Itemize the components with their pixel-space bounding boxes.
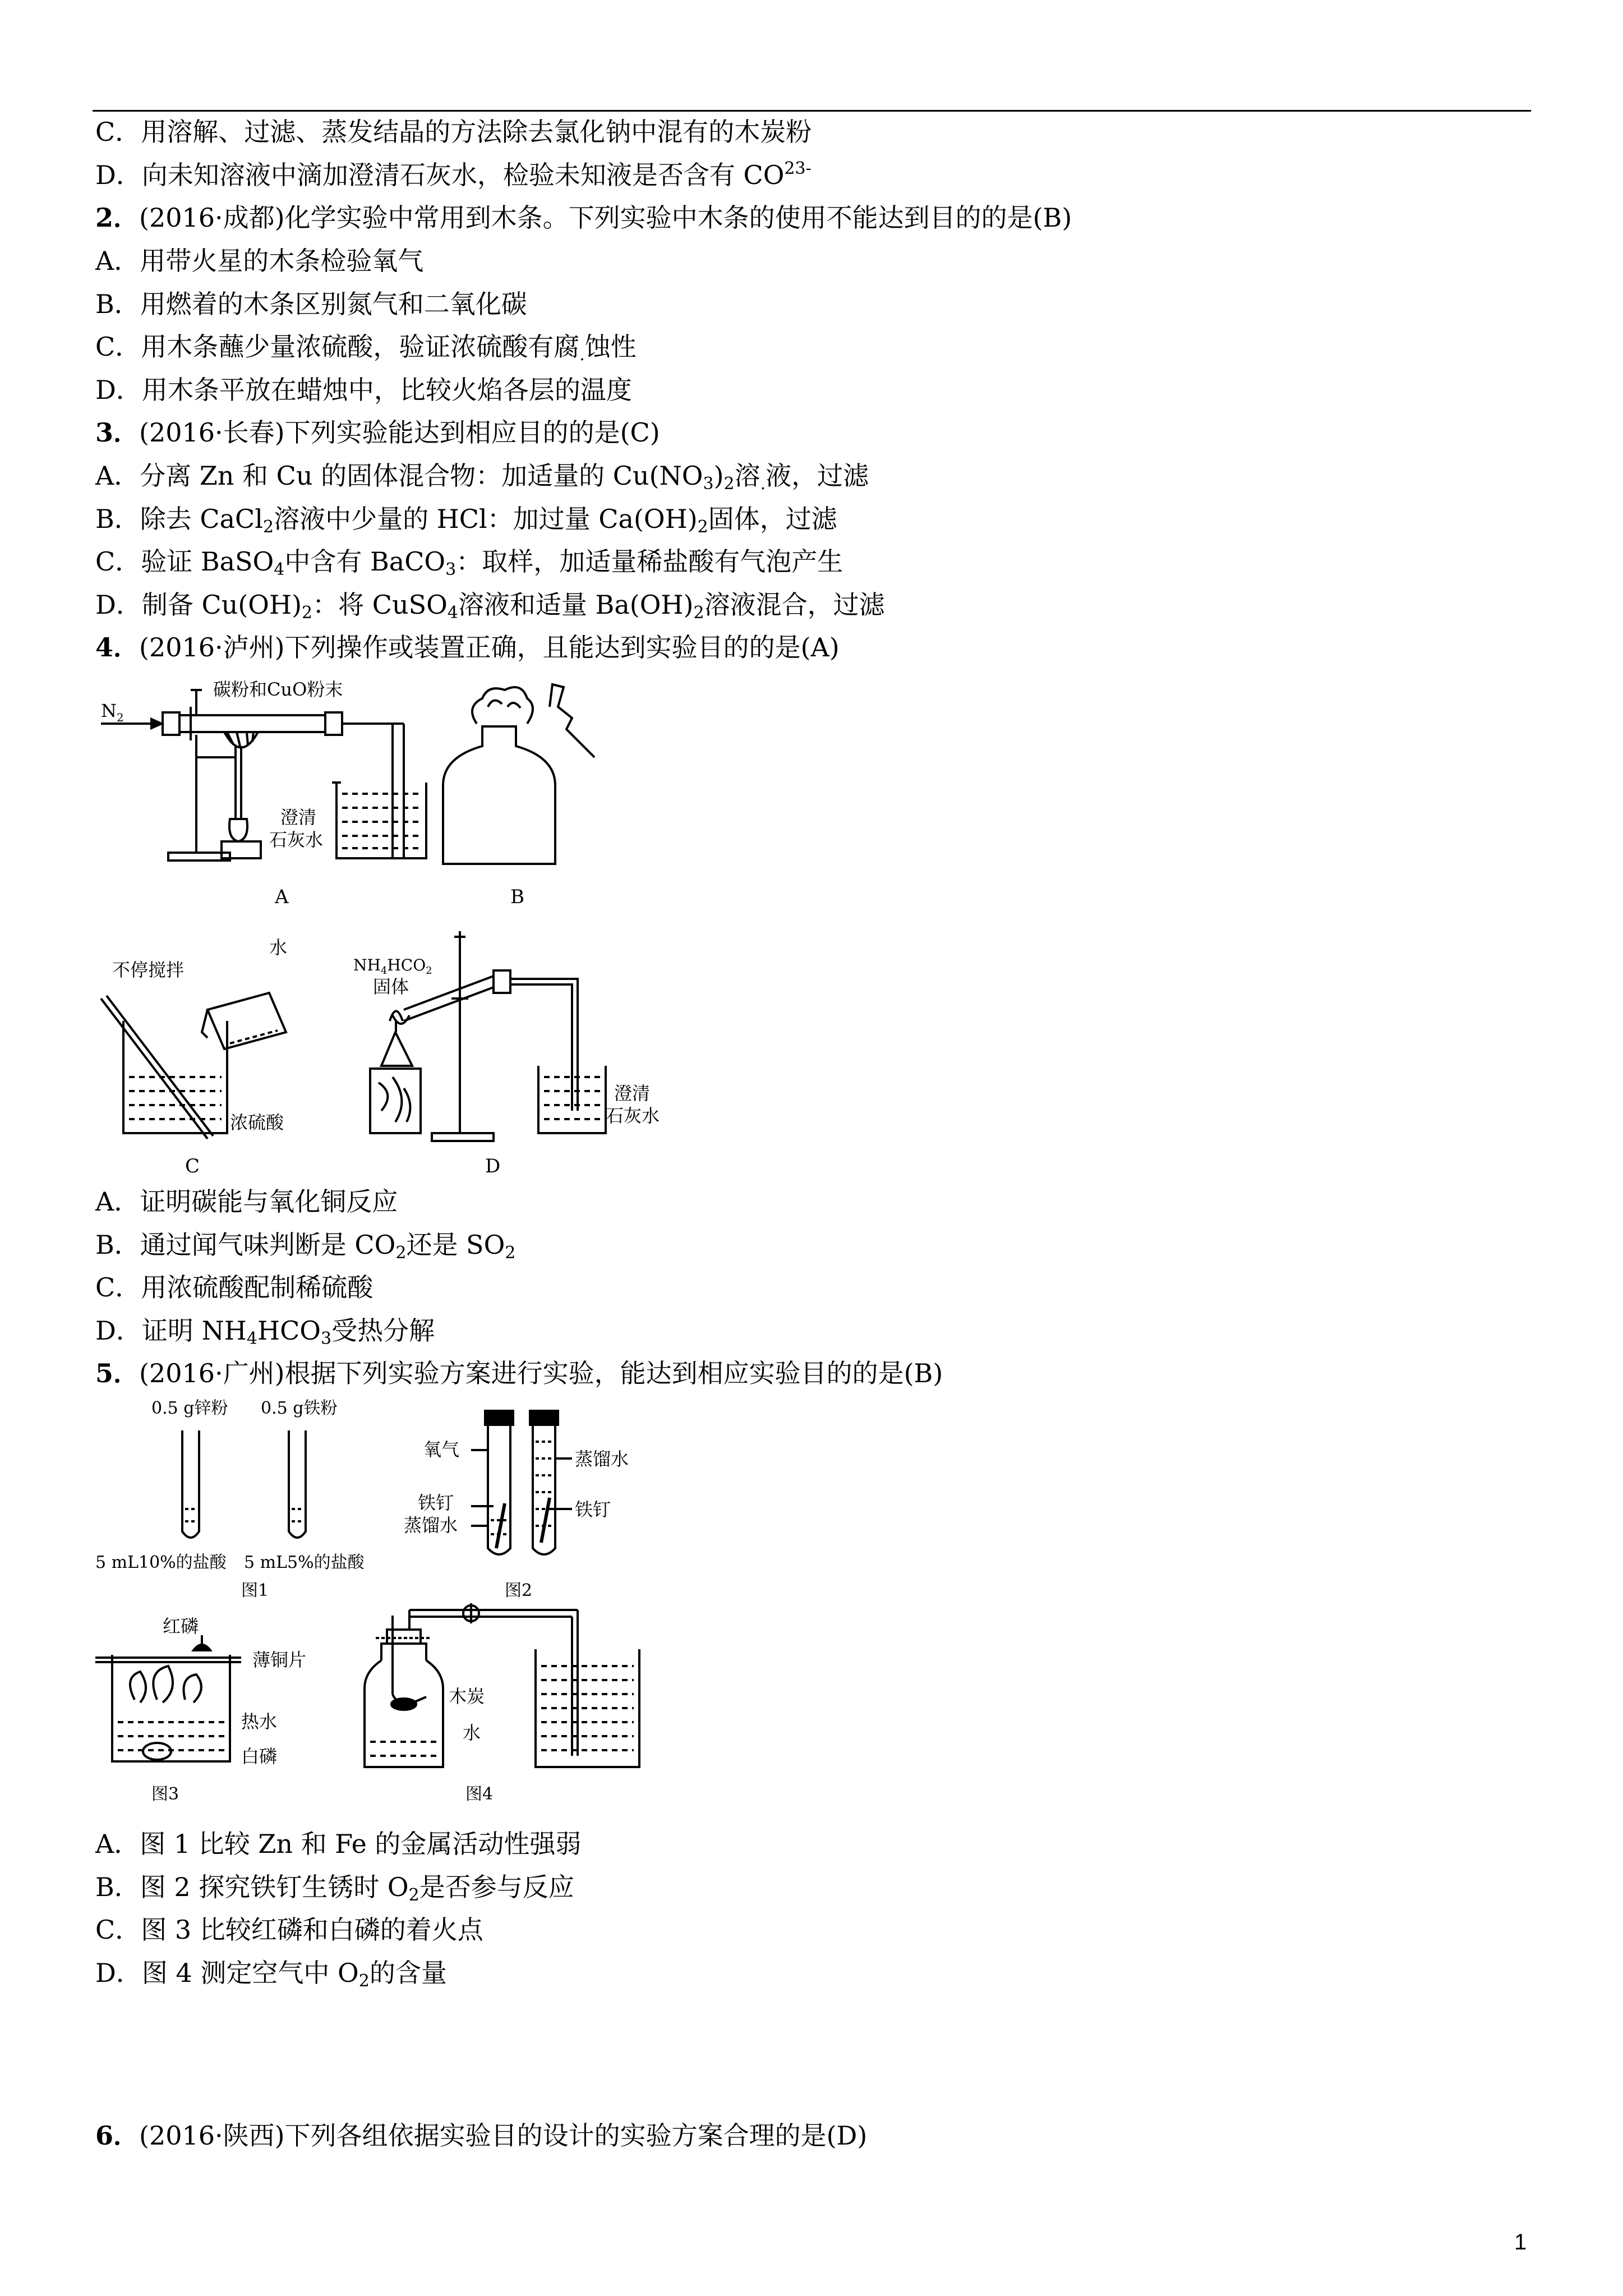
q5-option-d: D．图 4 测定空气中 $O_2$的含量 [95,1958,447,1991]
fig3-caption: 图3 [151,1784,179,1804]
question-5: 5．(2016·广州)根据下列实验方案进行实验，能达到相应实验目的的是(B) [95,1358,943,1388]
fig3-red-p-label: 红磷 [163,1616,199,1637]
fig1-acid-5-label: 5 mL5%的盐酸 [244,1553,365,1572]
fig1-caption: 图1 [241,1581,269,1600]
fig-c-stir-label: 不停搅拌 [112,959,185,981]
q1-option-d: D．向未知溶液中滴加澄清石灰水，检验未知液是否含有 $CO^{23-}$ [95,159,811,190]
q5-apparatus-figure [90,1397,707,1823]
fig-d-caption: D [485,1155,501,1177]
q4-option-a: A．证明碳能与氧化铜反应 [95,1186,398,1217]
question-2: 2．(2016·成都)化学实验中常用到木条。下列实验中木条的使用不能达到目的的是(B) [95,203,1072,233]
q3-option-d: D．制备 $Cu(OH)_2$：将 CuSO$_4$溶液和适量 $Ba(OH)_2$溶液混合，过滤 [95,590,885,623]
q2-option-b: B．用燃着的木条区别氮气和二氧化碳 [95,289,527,319]
fig3-white-p-label: 白磷 [241,1746,278,1767]
fig-d-lime-label-2: 石灰水 [606,1105,660,1126]
q4-option-b: B．通过闻气味判断是 $CO_2$还是 $SO_2$ [95,1230,516,1263]
fig-d-solid-label-1: $NH_4HCO_2$ [353,956,432,977]
fig-b-caption: B [510,886,524,908]
fig4-charcoal-label: 木炭 [449,1686,485,1707]
fig1-zn-label: 0.5 g锌粉 [151,1398,228,1418]
header-rule [93,110,1531,112]
q3-option-a: A．分离 Zn 和 Cu 的固体混合物：加适量的 $Cu(NO_3)_2$溶$_.$液，过滤 [95,461,869,494]
fig3-hot-water-label: 热水 [241,1711,278,1732]
fig-a-n2-label: $N_2$ [101,700,124,724]
fig2-caption: 图2 [505,1581,533,1600]
fig-c-acid-label: 浓硫酸 [230,1112,284,1133]
fig-c-water-label: 水 [269,937,288,958]
q2-option-d: D．用木条平放在蜡烛中，比较火焰各层的温度 [95,375,632,405]
fig4-caption: 图4 [465,1784,494,1804]
fig-a-lime-label-1: 澄清 [280,807,317,828]
question-4: 4．(2016·泸州)下列操作或装置正确，且能达到实验目的的是(A) [95,632,840,662]
q5-option-b: B．图 2 探究铁钉生锈时 $O_2$是否参与反应 [95,1872,574,1905]
fig1-fe-label: 0.5 g铁粉 [261,1398,338,1418]
q5-option-a: A．图 1 比较 Zn 和 Fe 的金属活动性强弱 [95,1829,582,1859]
fig2-nail-right-label: 铁钉 [575,1499,611,1520]
q4-option-c: C．用浓硫酸配制稀硫酸 [95,1272,374,1303]
q3-option-b: B．除去 CaCl$_2$溶液中少量的 HCl：加过量 $Ca(OH)_2$固体，过滤 [95,504,837,537]
fig-a-powder-label: 碳粉和CuO粉末 [213,679,343,700]
question-6: 6．(2016·陕西)下列各组依据实验目的设计的实验方案合理的是(D) [95,2120,868,2151]
fig4-water-label: 水 [463,1722,481,1743]
fig1-acid-10-label: 5 mL10%的盐酸 [95,1553,227,1572]
q2-option-c: C．用木条蘸少量浓硫酸，验证浓硫酸有腐$_.$蚀性 [95,332,637,365]
fig-d-solid-label-2: 固体 [373,976,409,997]
fig-a-lime-label-2: 石灰水 [269,829,324,850]
fig2-nail-label: 铁钉 [418,1492,454,1513]
q3-option-c: C．验证 BaSO$_4$中含有 BaCO$_3$：取样，加适量稀盐酸有气泡产生 [95,546,843,579]
fig-a-caption: A [275,886,289,908]
q4-option-d: D．证明 $NH_4HCO_3$受热分解 [95,1315,435,1349]
fig2-water-label: 蒸馏水 [404,1515,458,1536]
fig3-copper-label: 薄铜片 [252,1649,307,1671]
page-number: 1 [1514,2230,1527,2254]
q5-option-c: C．图 3 比较红磷和白磷的着火点 [95,1915,483,1945]
fig2-water-right-label: 蒸馏水 [575,1448,629,1470]
q2-option-a: A．用带火星的木条检验氧气 [95,246,424,276]
question-3: 3．(2016·长春)下列实验能达到相应目的的是(C) [95,417,660,448]
fig2-oxygen-label: 氧气 [423,1439,460,1460]
q1-option-c: C．用溶解、过滤、蒸发结晶的方法除去氯化钠中混有的木炭粉 [95,117,812,147]
fig-d-lime-label-1: 澄清 [614,1083,651,1104]
q4-apparatus-figure [90,673,707,1200]
fig-c-caption: C [185,1155,200,1177]
